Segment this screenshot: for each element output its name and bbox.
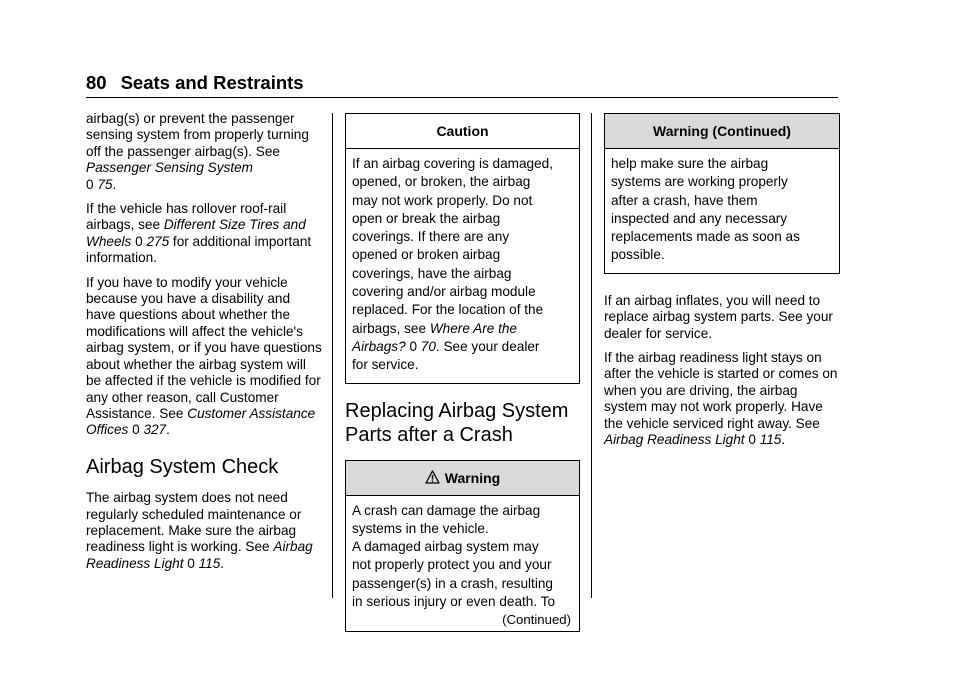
column-3: [604, 113, 840, 456]
page-ref-symbol: 0: [748, 432, 756, 448]
caution-text: If an airbag covering is damaged, opened, or broken, the airbag may not work properly. Do not open or break the airbag coverings. If there are any opened or broken airbag coverings, have the airbag covering and/or airbag module replaced. For the location of the airbags, see Where Are the Airbags? 0 70. See your dealer for service.: [352, 156, 554, 373]
page-ref[interactable]: 327: [143, 422, 167, 438]
caution-title: Caution: [346, 114, 579, 149]
column-divider: [591, 113, 592, 598]
page-ref-symbol: 0: [187, 555, 195, 571]
paragraph: If the vehicle has rollover roof-rail airbags, see Different Size Tires and Wheels 0 275 for additional important information.: [86, 201, 312, 266]
cross-reference-link[interactable]: Passenger Sensing System: [86, 160, 253, 176]
section-heading: Airbag System Check: [86, 455, 279, 478]
paragraph: If you have to modify your vehicle because you have a disability and have questions about whether the modifications will affect the vehicle's airbag system, or if you have questions about whether the airbag system will be affected if the vehicle is modified for any other reason, call Customer Assistance. See Customer Assistance Offices 0 327.: [86, 274, 322, 438]
page-ref[interactable]: 115: [759, 432, 782, 448]
warning-continued-box: [604, 113, 840, 274]
column-divider: [332, 113, 333, 598]
warning-text: help make sure the airbag systems are working properly after a crash, have them inspected and any necessary replacements made as soon as possible.: [611, 156, 800, 263]
paragraph: If the airbag readiness light stays on after the vehicle is started or comes on when you are driving, the airbag system may not work properly. Have the vehicle serviced right away. See Airbag Readiness Light 0 115.: [604, 350, 838, 448]
cross-reference-link[interactable]: Airbag Readiness Light: [86, 539, 313, 571]
page-ref-symbol: 0: [409, 338, 417, 354]
column-1: [86, 111, 322, 580]
page-ref-symbol: 0: [132, 422, 140, 438]
paragraph: The airbag system does not need regularly scheduled maintenance or replacement. Make sure the airbag readiness light is working. See Airbag Readiness Light 0 115.: [86, 490, 313, 571]
page-ref[interactable]: 75: [97, 176, 113, 192]
caution-box: [345, 113, 580, 384]
page-ref[interactable]: 70: [420, 338, 436, 354]
paragraph: If an airbag inflates, you will need to replace airbag system parts. See your dealer for service.: [604, 292, 833, 341]
continued-label: (Continued): [502, 612, 571, 628]
cross-reference-link[interactable]: Different Size Tires and Wheels: [86, 217, 306, 249]
warning-title: Warning: [346, 461, 579, 496]
warning-box: [345, 460, 580, 633]
paragraph: airbag(s) or prevent the passenger sensing system from properly turning off the passenger airbag(s). See Passenger Sensing System 0 75.: [86, 111, 309, 192]
page-number: 80: [86, 72, 107, 93]
page-ref-symbol: 0: [135, 233, 143, 249]
warning-triangle-icon: [425, 462, 440, 476]
header-rule: [86, 97, 838, 98]
page-ref-symbol: 0: [86, 176, 94, 192]
cross-reference-link[interactable]: Customer Assistance Offices: [86, 405, 316, 438]
section-title: Seats and Restraints: [120, 72, 304, 93]
warning-continued-title: Warning (Continued): [605, 114, 839, 149]
column-2: [345, 113, 580, 632]
page-ref[interactable]: 115: [198, 555, 221, 571]
section-heading: Replacing Airbag System Parts after a Crash: [345, 399, 569, 447]
cross-reference-link[interactable]: Where Are the Airbags?: [352, 320, 517, 354]
cross-reference-link[interactable]: Airbag Readiness Light: [604, 432, 745, 448]
warning-text: A crash can damage the airbag systems in the vehicle. A damaged airbag system may not properly protect you and your passenger(s) in a crash, resulting in serious injury or even death. To: [352, 502, 556, 610]
page-header: [86, 72, 304, 94]
page-ref[interactable]: 275: [146, 233, 170, 249]
